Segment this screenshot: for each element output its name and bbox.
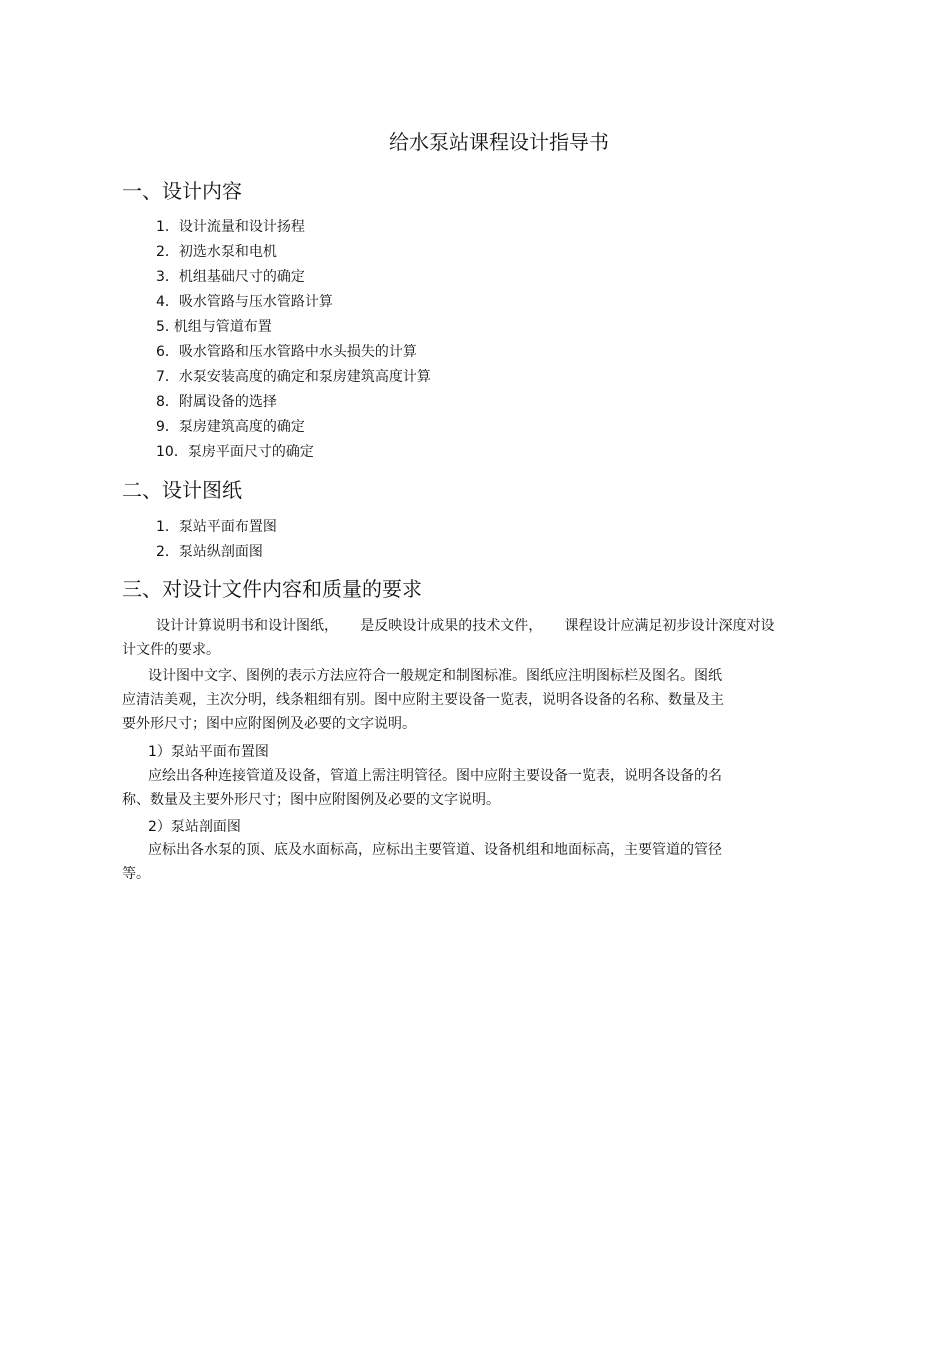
requirements-paragraph-2 [122,664,822,736]
subsection-heading-section-view: 2）泵站剖面图 [148,819,241,835]
list-item: 3．机组基础尺寸的确定 [156,269,305,285]
paragraph-line: 设计计算说明书和设计图纸， 是反映设计成果的技术文件， 课程设计应满足初步设计深度对设 [156,618,775,634]
paragraph-line: 应标出各水泵的顶、底及水面标高，应标出主要管道、设备机组和地面标高，主要管道的管径 [148,842,722,858]
document-title: 给水泵站课程设计指导书 [389,130,609,154]
paragraph-line: 计文件的要求。 [122,642,220,658]
design-content-list [156,215,431,465]
list-item: 4．吸水管路与压水管路计算 [156,294,333,310]
list-item: 2．泵站纵剖面图 [156,544,263,560]
paragraph-line: 称、数量及主要外形尺寸；图中应附图例及必要的文字说明。 [122,792,500,808]
list-item: 9．泵房建筑高度的确定 [156,419,305,435]
section-view-paragraph [122,838,822,886]
section-heading-design-drawings: 二、设计图纸 [122,478,242,502]
paragraph-line: 应绘出各种连接管道及设备，管道上需注明管径。图中应附主要设备一览表，说明各设备的名 [148,768,722,784]
paragraph-line: 等。 [122,866,150,882]
paragraph-line: 设计图中文字、图例的表示方法应符合一般规定和制图标准。图纸应注明图标栏及图名。图纸 [148,668,722,684]
paragraph-line: 应清洁美观，主次分明，线条粗细有别。图中应附主要设备一览表，说明各设备的名称、数量及主 [122,692,724,708]
list-item: 7．水泵安装高度的确定和泵房建筑高度计算 [156,369,431,385]
section-heading-design-content: 一、设计内容 [122,179,242,203]
list-item: 10．泵房平面尺寸的确定 [156,444,314,460]
list-item: 1．泵站平面布置图 [156,519,277,535]
list-item: 8．附属设备的选择 [156,394,277,410]
list-item: 5. 机组与管道布置 [156,319,272,335]
design-drawings-list [156,515,277,565]
list-item: 2．初选水泵和电机 [156,244,277,260]
list-item: 1．设计流量和设计扬程 [156,219,305,235]
paragraph-line: 要外形尺寸；图中应附图例及必要的文字说明。 [122,716,416,732]
section-heading-requirements: 三、对设计文件内容和质量的要求 [122,577,422,601]
subsection-heading-plan: 1）泵站平面布置图 [148,744,269,760]
list-item: 6．吸水管路和压水管路中水头损失的计算 [156,344,417,360]
requirements-paragraph-1 [122,614,822,662]
plan-paragraph [122,764,822,812]
